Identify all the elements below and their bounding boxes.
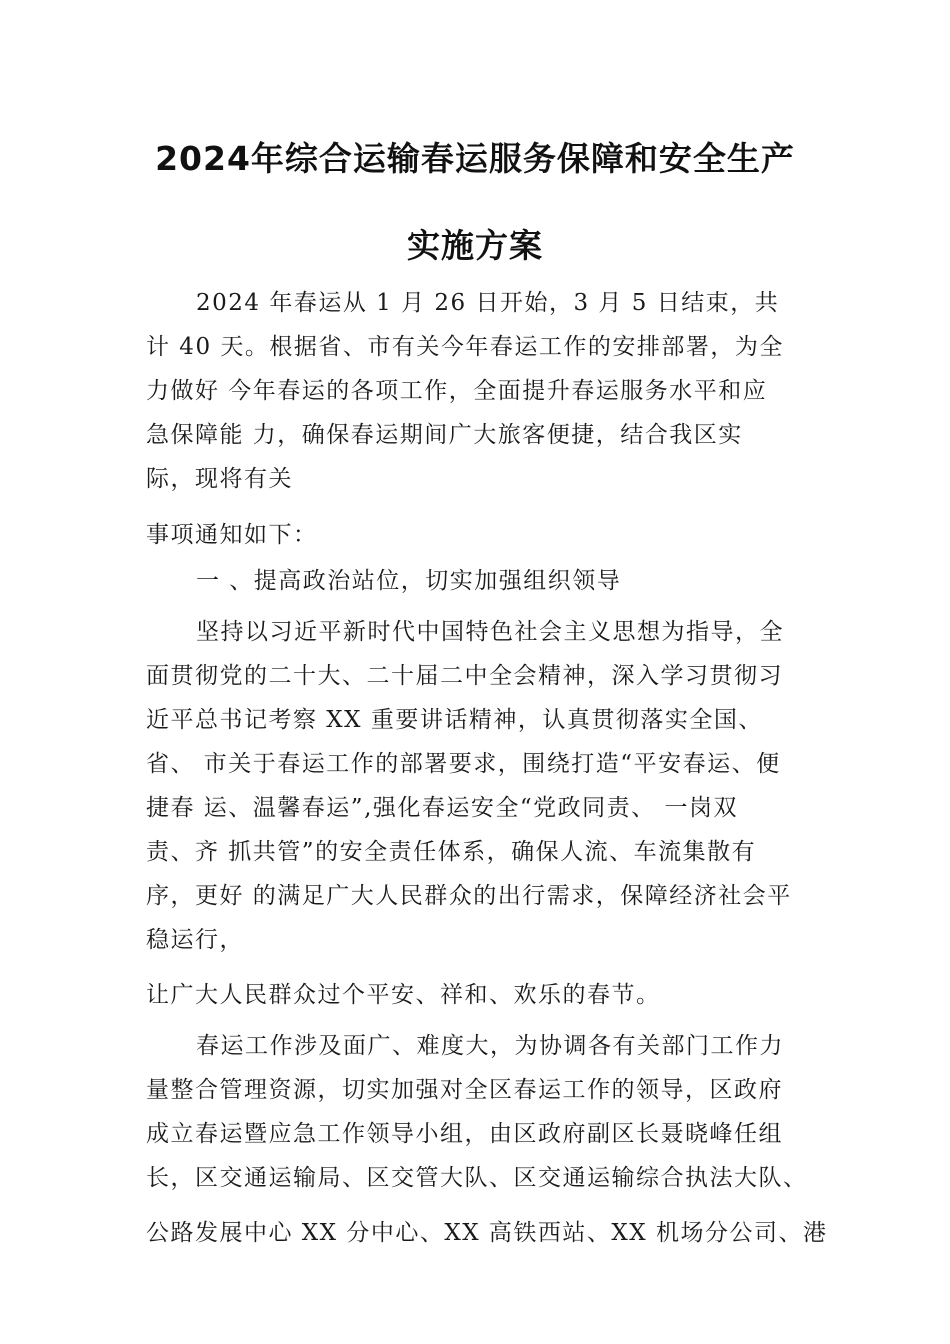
paragraph-1-line-5: 际，现将有关 — [146, 466, 293, 492]
paragraph-3-line-2: 面贯彻党的二十大、二十届二中全会精神，深入学习贯彻习 — [146, 663, 783, 689]
paragraph-3-line-5: 捷春 运、温馨春运”,强化春运安全“党政同责、 一岗双 — [146, 795, 738, 821]
document-title-line-2: 实施方案 — [407, 226, 543, 265]
paragraph-5-line-2: 量整合管理资源，切实加强对全区春运工作的领导，区政府 — [146, 1077, 783, 1103]
paragraph-5-line-4: 长，区交通运输局、区交管大队、区交通运输综合执法大队、 — [146, 1165, 808, 1191]
paragraph-1-line-4: 急保障能 力，确保春运期间广大旅客便捷，结合我区实 — [146, 422, 743, 448]
paragraph-3-line-4: 省、 市关于春运工作的部署要求，围绕打造“平安春运、便 — [146, 751, 781, 777]
paragraph-5-line-3: 成立春运暨应急工作领导小组，由区政府副区长聂晓峰任组 — [146, 1121, 783, 1147]
paragraph-2: 事项通知如下： — [146, 522, 318, 548]
paragraph-1-line-3: 力做好 今年春运的各项工作，全面提升春运服务水平和应 — [146, 378, 768, 404]
paragraph-5-line-1: 春运工作涉及面广、难度大，为协调各有关部门工作力 — [196, 1033, 784, 1059]
document-title-line-1: 2024年综合运输春运服务保障和安全生产 — [155, 139, 795, 178]
paragraph-3-line-1: 坚持以习近平新时代中国特色社会主义思想为指导，全 — [196, 619, 784, 645]
paragraph-4: 让广大人民群众过个平安、祥和、欢乐的春节。 — [146, 982, 661, 1008]
paragraph-1-line-2: 计 40 天。根据省、市有关今年春运工作的安排部署，为全 — [146, 334, 784, 360]
section-heading-1: 一 、提高政治站位，切实加强组织领导 — [196, 568, 622, 594]
paragraph-3-line-8: 稳运行， — [146, 927, 244, 953]
paragraph-3-line-3: 近平总书记考察 XX 重要讲话精神，认真贯彻落实全国、 — [146, 707, 763, 733]
paragraph-3-line-7: 序，更好 的满足广大人民群众的出行需求，保障经济社会平 — [146, 883, 792, 909]
paragraph-1-line-1: 2024 年春运从 1 月 26 日开始，3 月 5 日结束，共 — [196, 290, 780, 316]
paragraph-3-line-6: 责、齐 抓共管”的安全责任体系，确保人流、车流集散有 — [146, 839, 757, 865]
paragraph-5-line-5: 公路发展中心 XX 分中心、XX 高铁西站、XX 机场分公司、港 — [146, 1220, 828, 1246]
